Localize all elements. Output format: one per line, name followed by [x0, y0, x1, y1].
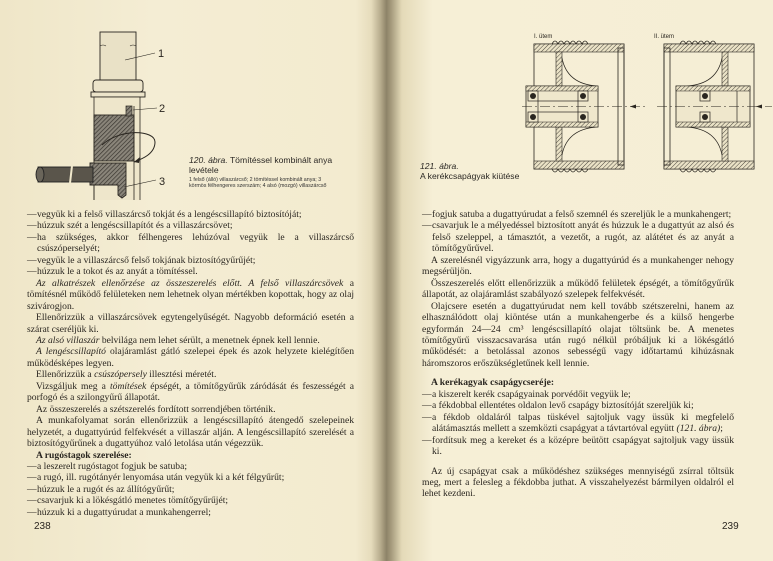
dash-marker: — — [27, 483, 37, 495]
page-number-left: 238 — [34, 521, 51, 532]
bullet-item: —húzzuk ki a dugattyúrudat a munkahengerrel; — [27, 506, 211, 518]
dash-marker: — — [27, 472, 37, 484]
fig120-label-2: 2 — [159, 103, 166, 115]
bullet-item: —húzzuk le a tokot és az anyát a tömítéssel. — [27, 266, 198, 278]
figure-120-drawing — [30, 20, 175, 200]
fig120-label-3: 3 — [159, 176, 166, 188]
dash-marker: — — [422, 411, 432, 423]
bullet-item: —a kiszerelt kerék csapágyainak porvédőit vegyük le; — [422, 388, 631, 400]
dash-marker: — — [27, 220, 37, 232]
paragraph: Összeszerelés előtt ellenőrizzük a működő felületek épségét, a tömítőgyűrűk állapotát, az olajáramlást szabályozó szelepek felfekvését. — [422, 277, 734, 301]
dash-marker: — — [27, 495, 37, 507]
bullet-item: —vegyük ki a felső villaszárcső tokját és a lengéscsillapító biztosítóját; — [27, 209, 302, 220]
bullet-item: —fordítsuk meg a kereket és a középre beütött csapágyat sajtoljuk vagy üssük ki. — [422, 434, 734, 458]
figure-120-caption — [189, 156, 349, 175]
stage-1-label: I. ütem — [534, 34, 553, 40]
paragraph: Olajcsere esetén a dugattyúrudat nem kell tovább szétszerelni, hanem az elhasználódott olaj kiöntése után a munkahengerbe és a külső hengerbe egyformán 24—24 cm³ lengéscsillapító olajat töltsünk be. A menetes tömítőgyűrű visszacsavarása után rugó nélkül próbáljuk ki a lökésgátló működését: a betolással azonos sebességű vagy időtartamú kihúzásnak háromszoros erőszükségletűnek kell lennie. — [422, 300, 734, 369]
paragraph: A lengéscsillapító olajáramlást gátló szelepei épek és azok helyzete kielégítően működésképes legyen. — [27, 346, 354, 369]
bullet-item: —húzzuk le a rugót és az állítógyűrűt; — [27, 483, 175, 495]
spacer — [422, 458, 734, 466]
figure-120-number: 120. ábra. — [189, 155, 228, 165]
paragraph: Az új csapágyat csak a működéshez szükséges mennyiségű zsírral töltsük meg, mert a felesleg a fékdobba juthat. A visszahelyezést bármilyen oldalról el lehet kezdeni. — [422, 465, 734, 500]
left-page — [0, 0, 385, 561]
bullet-item: —vegyük le a villaszárcső felső tokjának biztosítógyűrűjét; — [27, 254, 256, 266]
right-page — [392, 0, 773, 561]
dash-marker: — — [422, 220, 432, 232]
bullet-item: —húzzuk szét a lengéscsillapítót és a villaszárcsövet; — [27, 220, 233, 232]
dash-marker: — — [27, 506, 37, 518]
bullet-item: —a leszerelt rugóstagot fogjuk be satuba; — [27, 460, 187, 472]
dash-marker: — — [422, 209, 432, 220]
right-page-body — [422, 209, 734, 500]
wheel-hub-stage-1 — [522, 34, 647, 172]
dash-marker: — — [422, 400, 432, 412]
dash-marker: — — [27, 460, 37, 472]
upper-tube — [100, 32, 136, 80]
paragraph: Az alkatrészek ellenőrzése az összeszerelés előtt. A felső villaszárcsövek a tömítésnél működő felületeken nem lehetnek olyan mértékben kopottak, hogy az olaj szivárogjon. — [27, 277, 354, 312]
bullet-item: —a rugó, ill. rugótányér lenyomása után vegyük ki a két félgyűrűt; — [27, 472, 285, 484]
bullet-item: —ha szükséges, akkor félhengeres lehúzóval vegyük le a villaszárcső csúszóperselyét; — [27, 231, 354, 255]
tool-handle — [38, 167, 93, 182]
figure-121-number: 121. ábra. — [420, 161, 459, 171]
spacer — [422, 369, 734, 377]
paragraph: A szerelésnél vigyázzunk arra, hogy a dugattyúrúd és a munkahenger nehogy megsérüljön. — [422, 254, 734, 278]
dash-marker: — — [422, 434, 432, 446]
bullet-item: —fogjuk satuba a dugattyúrudat a felső szemnél és szereljük le a munkahengert; — [422, 209, 732, 220]
section-heading: A kerékagyak csapágycseréje: — [431, 377, 555, 389]
bullet-item: —a fékdob oldaláról talpas tüskével sajtoljuk vagy üssük ki megfelelő alátámasztás mellett a szemközti csapágyat a távtartóval együtt (121. ábra); — [422, 411, 734, 435]
figure-120-title: Tömítéssel kombinált anya levétele — [189, 155, 333, 175]
fig120-label-1: 1 — [158, 48, 165, 60]
sealing-nut — [94, 115, 134, 161]
paragraph: Vizsgáljuk meg a tömítések épségét, a tömítőgyűrűk záródását és feszességét a porfogó és a szilongyűrű állapotát. — [27, 380, 354, 404]
dash-marker: — — [422, 388, 432, 400]
paragraph: Az alsó villaszár belvilága nem lehet sérült, a menetnek épnek kell lennie. — [36, 334, 320, 346]
figure-121-title: A kerékcsapágyak kiütése — [420, 170, 520, 181]
bullet-item: —csavarjuk ki a lökésgátló menetes tömítőgyűrűjét; — [27, 495, 229, 507]
paragraph: Az összeszerelés a szétszerelés fordított sorrendjében történik. — [36, 403, 276, 415]
wheel-hub-stage-2 — [654, 34, 772, 172]
paragraph: Ellenőrizzük a csúszópersely illesztési méretét. — [36, 369, 217, 381]
left-page-body — [27, 209, 354, 518]
dash-marker: — — [27, 266, 37, 278]
stage-2-label: II. ütem — [654, 34, 675, 40]
figure-121-drawing — [522, 24, 772, 189]
section-heading: A rugóstagok szerelése: — [36, 449, 132, 461]
paragraph: Ellenőrizzük a villaszárcsövek egytengelyűségét. Nagyobb deformáció esetén a szárat cseréljük ki. — [27, 312, 354, 335]
figure-120-legend: 1 felső (álló) villaszárcső; 2 tömítéssel kombinált anya; 3 körmös félhengeres szerszám; 4 alsó (mozgó) villaszárcső — [189, 177, 327, 189]
dash-marker: — — [27, 254, 37, 266]
figure-121-caption — [420, 162, 530, 181]
bullet-item: —a fékdobbal ellentétes oldalon levő csapágy biztosítóját szereljük ki; — [422, 400, 694, 412]
paragraph: A munkafolyamat során ellenőrizzük a lengéscsillapító átengedő szelepeinek helyzetét, a dugattyúrúd felfekvését a villaszár alján. A lengéscsillapító szerelését a biztosítógyűrűnek a dugattyúhoz való letolása után végezzük. — [27, 415, 354, 450]
page-number-right: 239 — [722, 521, 739, 532]
dash-marker: — — [27, 231, 37, 243]
bullet-item: —csavarjuk le a mélyedéssel biztosított anyát és húzzuk le a dugattyút az alsó és felső szeleppel, a támasztót, a vezetőt, a rugót, az alátétet és az anyát a tömítőgyűrűvel. — [422, 220, 734, 255]
dash-marker: — — [27, 209, 37, 220]
